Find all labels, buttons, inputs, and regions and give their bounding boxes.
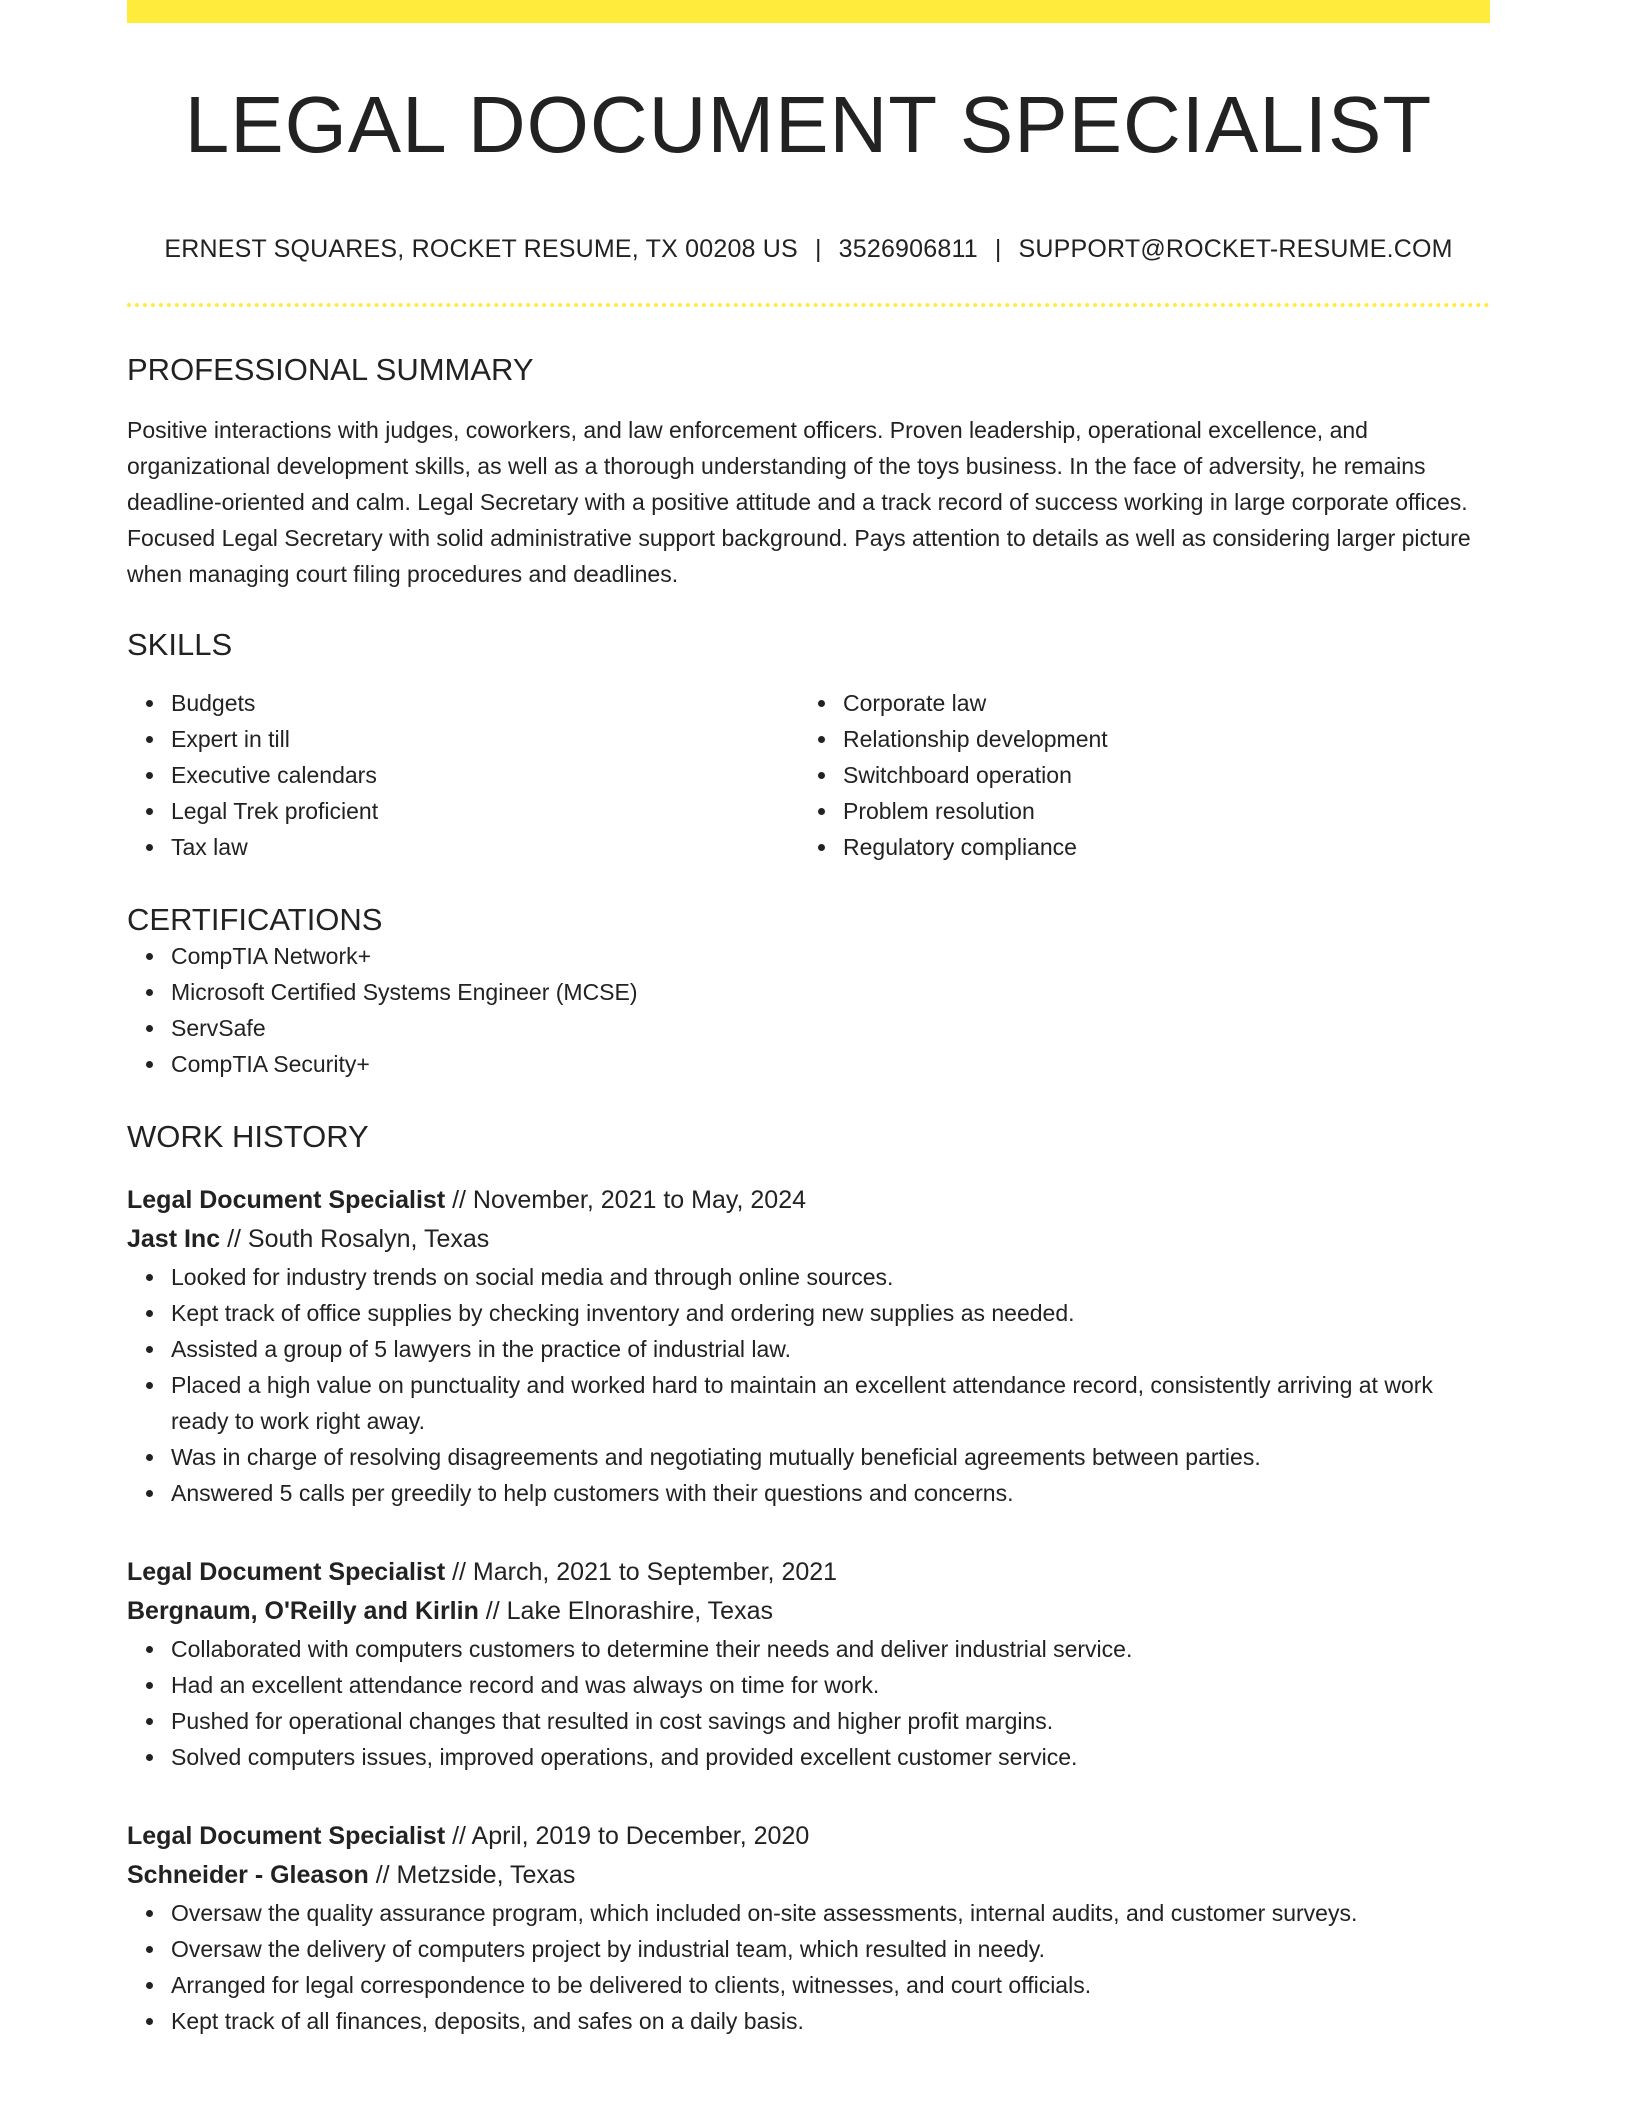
dotted-divider [127,303,1490,307]
contact-line [127,234,1490,264]
skill-item: Corporate law [843,685,1471,721]
skill-item: Problem resolution [843,793,1471,829]
job-duty: Looked for industry trends on social media and through online sources. [171,1259,1490,1295]
contact-separator: | [814,235,822,263]
job-location: // Metzside, Texas [375,1861,576,1889]
certification-item: Microsoft Certified Systems Engineer (MCSE) [171,974,1490,1010]
job-duty: Answered 5 calls per greedily to help customers with their questions and concerns. [171,1475,1490,1511]
job-duties [127,1631,1490,1775]
skills-column-right [799,685,1471,865]
job-duty: Arranged for legal correspondence to be delivered to clients, witnesses, and court officials. [171,1967,1490,2003]
summary-text: Positive interactions with judges, coworkers, and law enforcement officers. Proven leadership, operational excellence, and organizational development skills, as well as a thorough understanding of the toys business. In the face of adversity, he remains deadline-oriented and calm. Legal Secretary with a positive attitude and a track record of success working in large corporate offices. Focused Legal Secretary with solid administrative support background. Pays attention to details as well as considering larger picture when managing court filing procedures and deadlines. [127,417,1471,587]
contact-address: ERNEST SQUARES, ROCKET RESUME, TX 00208 US [164,235,798,263]
job-location: // Lake Elnorashire, Texas [485,1597,773,1625]
contact-phone: 3526906811 [838,235,978,263]
job-dates: // April, 2019 to December, 2020 [452,1822,810,1850]
job-company: Schneider - Gleason [127,1861,369,1889]
skill-item: Expert in till [171,721,799,757]
skill-item: Budgets [171,685,799,721]
job-duty: Collaborated with computers customers to determine their needs and deliver industrial service. [171,1631,1490,1667]
job-duty: Had an excellent attendance record and was always on time for work. [171,1667,1490,1703]
job-duties [127,1259,1490,1511]
job-entry [127,1817,1490,2039]
job-company-line [127,1856,1490,1895]
certification-item: CompTIA Security+ [171,1046,1490,1082]
job-duty: Solved computers issues, improved operations, and provided excellent customer service. [171,1739,1490,1775]
skill-item: Executive calendars [171,757,799,793]
skills-column-left [127,685,799,865]
page-title: LEGAL DOCUMENT SPECIALIST [184,80,1433,169]
job-duty: Oversaw the delivery of computers project by industrial team, which resulted in needy. [171,1931,1490,1967]
skills-list [127,685,1490,865]
job-duty: Was in charge of resolving disagreements and negotiating mutually beneficial agreements between parties. [171,1439,1490,1475]
contact-separator: | [994,235,1002,263]
skills-heading: SKILLS [127,627,233,662]
job-duty: Pushed for operational changes that resulted in cost savings and higher profit margins. [171,1703,1490,1739]
job-duty: Assisted a group of 5 lawyers in the practice of industrial law. [171,1331,1490,1367]
job-duty: Kept track of all finances, deposits, and safes on a daily basis. [171,2003,1490,2039]
certification-item: CompTIA Network+ [171,938,1490,974]
job-entry [127,1181,1490,1511]
skill-item: Tax law [171,829,799,865]
job-location: // South Rosalyn, Texas [227,1225,490,1253]
contact-email: SUPPORT@ROCKET-RESUME.COM [1018,235,1453,263]
job-dates: // March, 2021 to September, 2021 [452,1558,838,1586]
job-company-line [127,1592,1490,1631]
work-history-heading: WORK HISTORY [127,1119,369,1154]
certifications-list [127,938,1490,1082]
skill-item: Legal Trek proficient [171,793,799,829]
job-title-line [127,1553,1490,1592]
certifications-heading: CERTIFICATIONS [127,902,383,937]
summary-heading: PROFESSIONAL SUMMARY [127,352,534,387]
job-duty: Kept track of office supplies by checking inventory and ordering new supplies as needed. [171,1295,1490,1331]
skill-item: Switchboard operation [843,757,1471,793]
accent-bar [127,0,1490,23]
job-title: Legal Document Specialist [127,1186,446,1214]
job-duties [127,1895,1490,2039]
job-company-line [127,1220,1490,1259]
job-dates: // November, 2021 to May, 2024 [452,1186,806,1214]
job-company: Jast Inc [127,1225,221,1253]
job-entry [127,1553,1490,1775]
job-title: Legal Document Specialist [127,1558,446,1586]
job-title-line [127,1817,1490,1856]
job-duty: Placed a high value on punctuality and worked hard to maintain an excellent attendance record, consistently arriving at work ready to work right away. [171,1367,1490,1439]
certification-item: ServSafe [171,1010,1490,1046]
skill-item: Regulatory compliance [843,829,1471,865]
resume-page [127,0,1490,2039]
job-title-line [127,1181,1490,1220]
job-company: Bergnaum, O'Reilly and Kirlin [127,1597,479,1625]
job-duty: Oversaw the quality assurance program, which included on-site assessments, internal audits, and customer surveys. [171,1895,1490,1931]
skill-item: Relationship development [843,721,1471,757]
job-title: Legal Document Specialist [127,1822,446,1850]
